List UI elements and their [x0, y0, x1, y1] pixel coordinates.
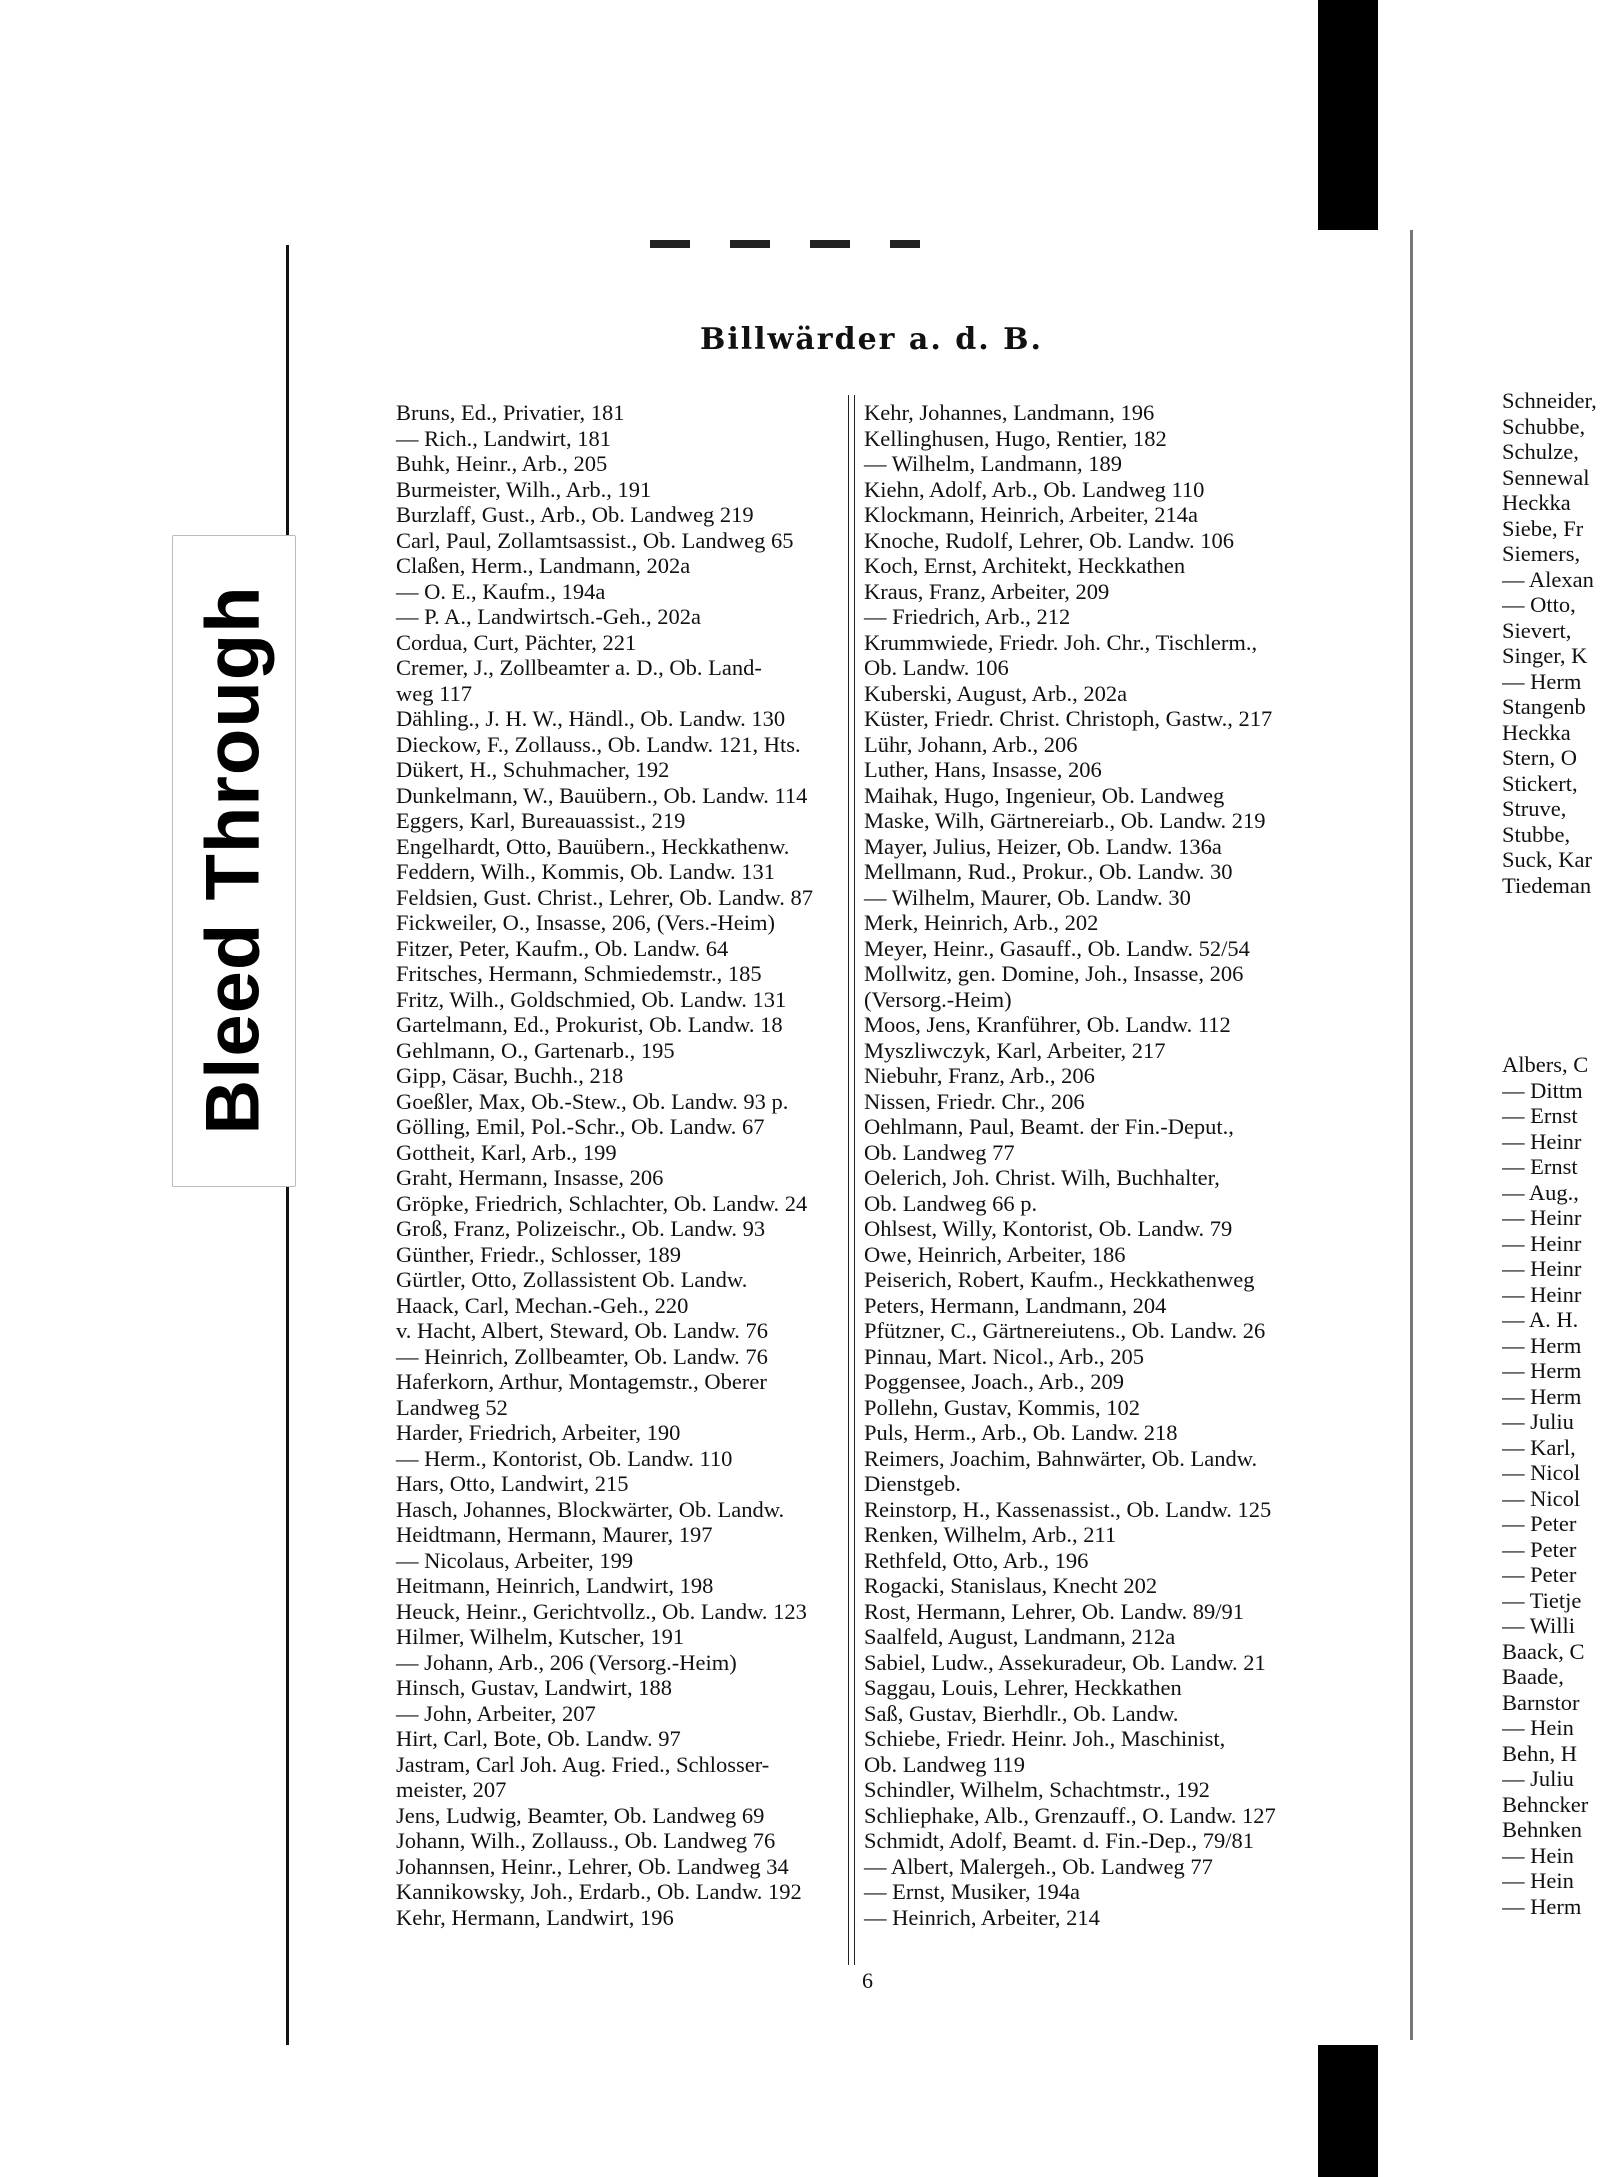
directory-entry: Dükert, H., Schuhmacher, 192: [396, 757, 670, 782]
directory-entry: Kraus, Franz, Arbeiter, 209: [864, 578, 1110, 604]
directory-entry: Kiehn, Adolf, Arb., Ob. Landweg 110: [864, 476, 1205, 502]
directory-entry: — Juliu: [1502, 1409, 1574, 1434]
directory-entry: Lühr, Johann, Arb., 206: [864, 731, 1078, 757]
directory-entry: Jastram, Carl Joh. Aug. Fried., Schlosser-: [396, 1751, 770, 1777]
directory-entry: — Ernst, Musiker, 194a: [864, 1879, 1080, 1904]
directory-entry: Nissen, Friedr. Chr., 206: [864, 1088, 1085, 1114]
directory-entry: Moos, Jens, Kranführer, Ob. Landw. 112: [864, 1012, 1231, 1037]
directory-entry: Peiserich, Robert, Kaufm., Heckkathenweg: [864, 1267, 1255, 1292]
directory-entry: Barnstor: [1502, 1689, 1580, 1715]
directory-entry: Reinstorp, H., Kassenassist., Ob. Landw. 125: [864, 1496, 1272, 1522]
directory-entry: Gröpke, Friedrich, Schlachter, Ob. Landw. 24: [396, 1190, 808, 1216]
directory-entry: — Heinrich, Zollbeamter, Ob. Landw. 76: [396, 1343, 768, 1369]
directory-entry: Albers, C: [1502, 1052, 1589, 1077]
directory-entry: Heitmann, Heinrich, Landwirt, 198: [396, 1573, 714, 1598]
directory-entry: (Versorg.-Heim): [864, 986, 1012, 1012]
directory-entry: Bruns, Ed., Privatier, 181: [396, 400, 625, 425]
right-column-top: [1502, 388, 1600, 898]
directory-entry: Schneider,: [1502, 388, 1597, 413]
directory-entry: Ob. Landweg 119: [864, 1751, 1026, 1777]
directory-entry: Hilmer, Wilhelm, Kutscher, 191: [396, 1624, 685, 1649]
directory-entry: Reimers, Joachim, Bahnwärter, Ob. Landw.: [864, 1445, 1258, 1471]
directory-entry: Rethfeld, Otto, Arb., 196: [864, 1547, 1089, 1573]
directory-entry: Koch, Ernst, Architekt, Heckkathen: [864, 553, 1186, 578]
directory-entry: Hirt, Carl, Bote, Ob. Landw. 97: [396, 1726, 681, 1751]
directory-entry: — Nicolaus, Arbeiter, 199: [396, 1547, 634, 1573]
directory-entry: Ohlsest, Willy, Kontorist, Ob. Landw. 79: [864, 1216, 1233, 1241]
directory-entry: Schmidt, Adolf, Beamt. d. Fin.-Dep., 79/81: [864, 1828, 1254, 1853]
directory-entry: — Herm: [1502, 1383, 1582, 1409]
directory-entry: Burzlaff, Gust., Arb., Ob. Landweg 219: [396, 502, 754, 527]
directory-entry: Poggensee, Joach., Arb., 209: [864, 1369, 1124, 1394]
directory-entry: Saggau, Louis, Lehrer, Heckkathen: [864, 1675, 1182, 1700]
directory-entry: Schiebe, Friedr. Heinr. Joh., Maschinist,: [864, 1726, 1226, 1751]
directory-entry: — Heinr: [1502, 1256, 1582, 1281]
left-column: [396, 400, 836, 1930]
directory-entry: Johannsen, Heinr., Lehrer, Ob. Landweg 34: [396, 1853, 789, 1879]
directory-entry: Behn, H: [1502, 1740, 1577, 1766]
directory-entry: Cordua, Curt, Pächter, 221: [396, 629, 637, 655]
directory-entry: Ob. Landw. 106: [864, 655, 1009, 680]
directory-entry: — Herm: [1502, 668, 1582, 694]
directory-entry: — Herm: [1502, 1893, 1582, 1919]
directory-entry: — Nicol: [1502, 1460, 1581, 1485]
directory-entry: Dieckow, F., Zollauss., Ob. Landw. 121, Hts.: [396, 731, 801, 757]
directory-entry: Claßen, Herm., Landmann, 202a: [396, 553, 691, 578]
directory-entry: Eggers, Karl, Bureauassist., 219: [396, 808, 686, 833]
directory-entry: Groß, Franz, Polizeischr., Ob. Landw. 93: [396, 1216, 766, 1241]
directory-entry: Luther, Hans, Insasse, 206: [864, 757, 1102, 782]
directory-entry: — Juliu: [1502, 1766, 1574, 1791]
directory-entry: — Friedrich, Arb., 212: [864, 604, 1071, 629]
directory-entry: Stangenb: [1502, 694, 1586, 719]
directory-entry: Stern, O: [1502, 745, 1577, 770]
page-number: 6: [862, 1968, 873, 1993]
directory-entry: — Willi: [1502, 1613, 1576, 1638]
directory-entry: Küster, Friedr. Christ. Christoph, Gastw., 217: [864, 706, 1273, 731]
directory-entry: Behnken: [1502, 1817, 1582, 1842]
directory-entry: Stubbe,: [1502, 821, 1571, 847]
directory-entry: Schliephake, Alb., Grenzauff., O. Landw. 127: [864, 1802, 1276, 1828]
directory-entry: — Wilhelm, Landmann, 189: [864, 451, 1123, 476]
directory-entry: Feldsien, Gust. Christ., Lehrer, Ob. Landw. 87: [396, 884, 813, 910]
film-edge-bar-top: [1318, 0, 1378, 230]
directory-entry: meister, 207: [396, 1777, 507, 1802]
directory-entry: Schubbe,: [1502, 413, 1586, 439]
bleed-through-label-text: Bleed Through: [190, 585, 276, 1135]
directory-entry: Feddern, Wilh., Kommis, Ob. Landw. 131: [396, 859, 776, 884]
directory-entry: — Peter: [1502, 1536, 1577, 1562]
directory-entry: Gipp, Cäsar, Buchh., 218: [396, 1063, 624, 1088]
directory-entry: Fritz, Wilh., Goldschmied, Ob. Landw. 131: [396, 986, 787, 1012]
directory-entry: Klockmann, Heinrich, Arbeiter, 214a: [864, 502, 1198, 527]
directory-entry: Gölling, Emil, Pol.-Schr., Ob. Landw. 67: [396, 1114, 765, 1139]
directory-entry: Sennewal: [1502, 464, 1590, 490]
right-column-bottom: [1502, 1052, 1600, 1919]
directory-entry: Günther, Friedr., Schlosser, 189: [396, 1241, 682, 1267]
directory-entry: — O. E., Kaufm., 194a: [396, 578, 606, 604]
column-divider: [848, 395, 855, 1965]
directory-entry: — Herm: [1502, 1332, 1582, 1358]
directory-entry: Peters, Hermann, Landmann, 204: [864, 1292, 1167, 1318]
directory-entry: Kuberski, August, Arb., 202a: [864, 680, 1128, 706]
directory-entry: — Peter: [1502, 1562, 1577, 1587]
directory-entry: — Peter: [1502, 1511, 1577, 1536]
directory-entry: Ob. Landweg 77: [864, 1139, 1015, 1165]
directory-entry: Dienstgeb.: [864, 1471, 961, 1496]
directory-entry: Stickert,: [1502, 770, 1578, 796]
directory-entry: — Herm., Kontorist, Ob. Landw. 110: [396, 1445, 733, 1471]
directory-entry: — Heinr: [1502, 1281, 1582, 1307]
directory-entry: — Hein: [1502, 1868, 1574, 1893]
directory-entry: Fritsches, Hermann, Schmiedemstr., 185: [396, 961, 762, 986]
directory-entry: Sievert,: [1502, 617, 1572, 643]
directory-entry: Carl, Paul, Zollamtsassist., Ob. Landweg 65: [396, 527, 794, 553]
directory-entry: Behncker: [1502, 1791, 1589, 1817]
directory-entry: Hars, Otto, Landwirt, 215: [396, 1471, 629, 1496]
directory-entry: — Heinr: [1502, 1205, 1582, 1230]
directory-entry: Johann, Wilh., Zollauss., Ob. Landweg 76: [396, 1828, 776, 1853]
directory-entry: Heuck, Heinr., Gerichtvollz., Ob. Landw. 123: [396, 1598, 807, 1624]
directory-entry: — Hein: [1502, 1842, 1574, 1868]
directory-entry: Struve,: [1502, 796, 1567, 821]
directory-entry: — Rich., Landwirt, 181: [396, 425, 611, 451]
directory-entry: Gartelmann, Ed., Prokurist, Ob. Landw. 18: [396, 1012, 783, 1037]
directory-entry: Haferkorn, Arthur, Montagemstr., Oberer: [396, 1369, 767, 1394]
directory-entry: Sabiel, Ludw., Assekuradeur, Ob. Landw. 21: [864, 1649, 1266, 1675]
directory-entry: weg 117: [396, 680, 473, 706]
directory-entry: Harder, Friedrich, Arbeiter, 190: [396, 1420, 681, 1445]
directory-entry: Puls, Herm., Arb., Ob. Landw. 218: [864, 1420, 1178, 1445]
directory-entry: — Otto,: [1502, 592, 1576, 617]
directory-entry: Owe, Heinrich, Arbeiter, 186: [864, 1241, 1126, 1267]
directory-entry: Krummwiede, Friedr. Joh. Chr., Tischlerm.,: [864, 629, 1258, 655]
directory-entry: Hinsch, Gustav, Landwirt, 188: [396, 1675, 672, 1700]
directory-entry: — Herm: [1502, 1358, 1582, 1383]
directory-entry: — Ernst: [1502, 1154, 1578, 1179]
directory-entry: Singer, K: [1502, 643, 1588, 668]
directory-entry: Mollwitz, gen. Domine, Joh., Insasse, 206: [864, 961, 1244, 986]
directory-entry: Meyer, Heinr., Gasauff., Ob. Landw. 52/54: [864, 935, 1250, 961]
directory-entry: Rogacki, Stanislaus, Knecht 202: [864, 1573, 1158, 1598]
directory-entry: Jens, Ludwig, Beamter, Ob. Landweg 69: [396, 1802, 765, 1828]
directory-entry: Schindler, Wilhelm, Schachtmstr., 192: [864, 1777, 1210, 1802]
directory-entry: Engelhardt, Otto, Bauübern., Heckkathenw.: [396, 833, 790, 859]
directory-entry: Goeßler, Max, Ob.-Stew., Ob. Landw. 93 p.: [396, 1088, 789, 1114]
directory-entry: Haack, Carl, Mechan.-Geh., 220: [396, 1292, 689, 1318]
directory-entry: Cremer, J., Zollbeamter a. D., Ob. Land-: [396, 655, 762, 680]
directory-entry: Pfützner, C., Gärtnereiutens., Ob. Landw. 26: [864, 1318, 1266, 1343]
directory-entry: Myszliwczyk, Karl, Arbeiter, 217: [864, 1037, 1166, 1063]
directory-entry: Oelerich, Joh. Christ. Wilh, Buchhalter,: [864, 1165, 1220, 1190]
directory-entry: Heckka: [1502, 719, 1571, 745]
directory-entry: — Heinr: [1502, 1230, 1582, 1256]
directory-entry: Ob. Landweg 66 p.: [864, 1190, 1038, 1216]
directory-entry: — Alexan: [1502, 566, 1594, 592]
directory-entry: Rost, Hermann, Lehrer, Ob. Landw. 89/91: [864, 1598, 1245, 1624]
directory-entry: Baack, C: [1502, 1638, 1585, 1664]
directory-entry: Pollehn, Gustav, Kommis, 102: [864, 1394, 1141, 1420]
directory-entry: — Aug.,: [1502, 1179, 1579, 1205]
directory-entry: Kehr, Hermann, Landwirt, 196: [396, 1904, 674, 1930]
directory-entry: Heckka: [1502, 490, 1571, 515]
top-edge-bleed-mark: [650, 240, 920, 248]
directory-entry: Maihak, Hugo, Ingenieur, Ob. Landweg: [864, 782, 1225, 808]
directory-entry: — P. A., Landwirtsch.-Geh., 202a: [396, 604, 701, 629]
page-fold-edge: [1410, 230, 1413, 2040]
directory-entry: Heidtmann, Hermann, Maurer, 197: [396, 1522, 713, 1547]
directory-entry: — Hein: [1502, 1715, 1574, 1740]
directory-entry: Burmeister, Wilh., Arb., 191: [396, 476, 652, 502]
directory-entry: — Nicol: [1502, 1485, 1581, 1511]
directory-entry: — John, Arbeiter, 207: [396, 1700, 596, 1726]
middle-column: [864, 400, 1334, 1930]
directory-entry: — Johann, Arb., 206 (Versorg.-Heim): [396, 1649, 737, 1675]
directory-entry: Siemers,: [1502, 541, 1581, 566]
directory-entry: Niebuhr, Franz, Arb., 206: [864, 1063, 1095, 1088]
directory-entry: Dähling., J. H. W., Händl., Ob. Landw. 130: [396, 706, 786, 731]
directory-entry: Saalfeld, August, Landmann, 212a: [864, 1624, 1176, 1649]
directory-entry: Gehlmann, O., Gartenarb., 195: [396, 1037, 675, 1063]
directory-entry: Buhk, Heinr., Arb., 205: [396, 451, 608, 476]
directory-entry: Suck, Kar: [1502, 847, 1592, 872]
directory-entry: Saß, Gustav, Bierhdlr., Ob. Landw.: [864, 1700, 1179, 1726]
page-title: Billwärder a. d. B.: [700, 322, 1043, 357]
directory-entry: — Ernst: [1502, 1103, 1578, 1128]
directory-entry: — Dittm: [1502, 1077, 1583, 1103]
directory-entry: Siebe, Fr: [1502, 515, 1584, 541]
directory-entry: Oehlmann, Paul, Beamt. der Fin.-Deput.,: [864, 1114, 1234, 1139]
directory-entry: Hasch, Johannes, Blockwärter, Ob. Landw.: [396, 1496, 785, 1522]
directory-entry: — Tietje: [1502, 1587, 1582, 1613]
directory-entry: Knoche, Rudolf, Lehrer, Ob. Landw. 106: [864, 527, 1235, 553]
directory-entry: Gürtler, Otto, Zollassistent Ob. Landw.: [396, 1267, 748, 1292]
directory-entry: Fitzer, Peter, Kaufm., Ob. Landw. 64: [396, 935, 729, 961]
directory-entry: Kellinghusen, Hugo, Rentier, 182: [864, 425, 1167, 451]
directory-entry: Baade,: [1502, 1664, 1564, 1689]
directory-entry: Mayer, Julius, Heizer, Ob. Landw. 136a: [864, 833, 1222, 859]
directory-entry: Gottheit, Karl, Arb., 199: [396, 1139, 617, 1165]
directory-entry: Mellmann, Rud., Prokur., Ob. Landw. 30: [864, 859, 1233, 884]
directory-entry: Tiedeman: [1502, 872, 1592, 898]
directory-entry: Pinnau, Mart. Nicol., Arb., 205: [864, 1343, 1144, 1369]
directory-entry: — Albert, Malergeh., Ob. Landweg 77: [864, 1853, 1213, 1879]
directory-entry: Kehr, Johannes, Landmann, 196: [864, 400, 1155, 425]
directory-entry: Dunkelmann, W., Bauübern., Ob. Landw. 114: [396, 782, 808, 808]
directory-entry: Landweg 52: [396, 1394, 508, 1420]
directory-entry: Graht, Hermann, Insasse, 206: [396, 1165, 664, 1190]
directory-entry: Merk, Heinrich, Arb., 202: [864, 910, 1099, 935]
directory-entry: Schulze,: [1502, 439, 1579, 464]
directory-entry: — Heinr: [1502, 1128, 1582, 1154]
directory-entry: Maske, Wilh, Gärtnereiarb., Ob. Landw. 219: [864, 808, 1266, 833]
directory-entry: — A. H.: [1502, 1307, 1579, 1332]
directory-entry: Renken, Wilhelm, Arb., 211: [864, 1522, 1117, 1547]
directory-entry: — Heinrich, Arbeiter, 214: [864, 1904, 1100, 1930]
directory-entry: — Wilhelm, Maurer, Ob. Landw. 30: [864, 884, 1191, 910]
directory-entry: v. Hacht, Albert, Steward, Ob. Landw. 76: [396, 1318, 768, 1343]
directory-entry: — Karl,: [1502, 1434, 1576, 1460]
directory-entry: Fickweiler, O., Insasse, 206, (Vers.-Heim): [396, 910, 776, 935]
directory-entry: Kannikowsky, Joh., Erdarb., Ob. Landw. 192: [396, 1879, 802, 1904]
